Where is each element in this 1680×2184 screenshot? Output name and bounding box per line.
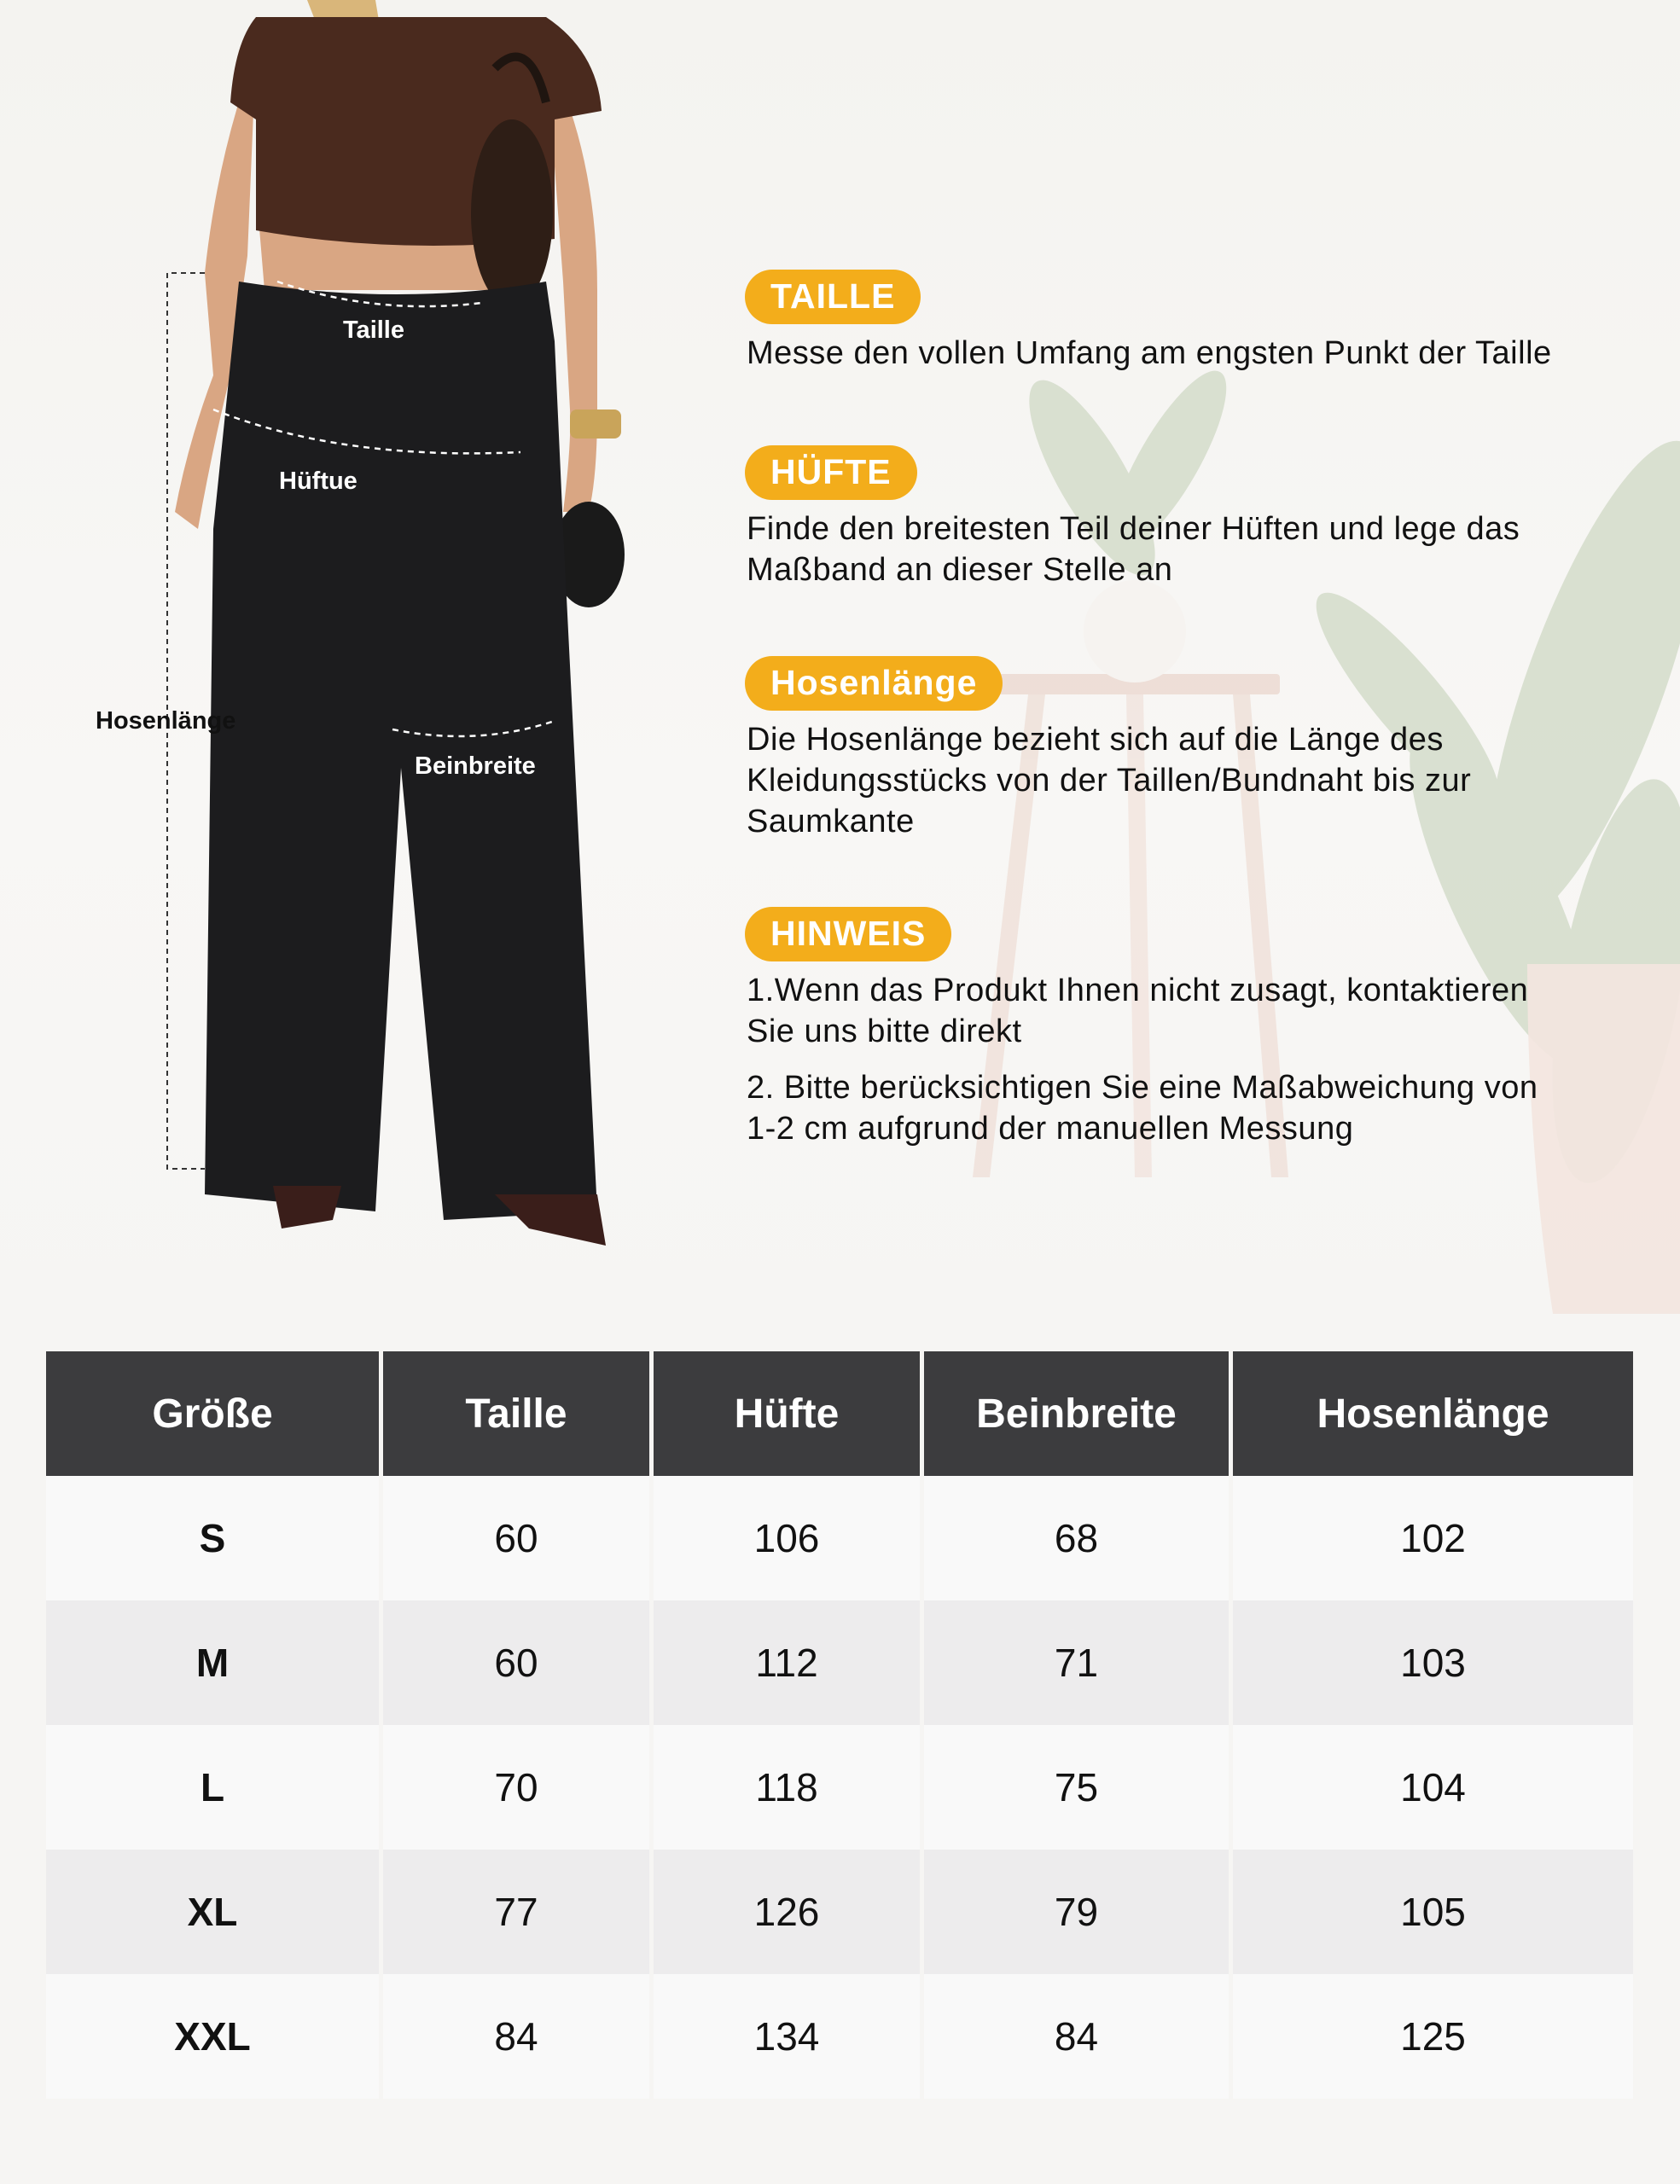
info-hip — [745, 445, 1649, 590]
handbag — [471, 119, 553, 307]
cell-leg-width: 79 — [924, 1850, 1229, 1974]
header-waist: Taille — [383, 1351, 649, 1476]
table-row — [46, 1476, 1633, 1600]
table-row — [46, 1725, 1633, 1850]
cell-leg-width: 75 — [924, 1725, 1229, 1850]
table-row — [46, 1600, 1633, 1725]
info-waist — [745, 270, 1649, 374]
badge-waist: TAILLE — [745, 270, 921, 324]
cell-waist: 60 — [383, 1476, 649, 1600]
header-length: Hosenlänge — [1233, 1351, 1633, 1476]
hip-label: Hüftue — [279, 468, 358, 495]
info-note-text-1: 1.Wenn das Produkt Ihnen nicht zusagt, kontaktieren Sie uns bitte direkt — [747, 973, 1529, 1049]
cell-length: 125 — [1233, 1974, 1633, 2099]
info-note-text-2: 2. Bitte berücksichtigen Sie eine Maßabweichung von 1-2 cm aufgrund der manuellen Messung — [747, 1070, 1538, 1147]
cell-leg-width: 71 — [924, 1600, 1229, 1725]
bracelet — [570, 410, 621, 439]
cell-waist: 84 — [383, 1974, 649, 2099]
wide-leg-pants — [205, 282, 597, 1220]
header-hip: Hüfte — [654, 1351, 920, 1476]
model-illustration — [0, 0, 648, 1263]
cell-size: XXL — [46, 1974, 379, 2099]
leg-width-label: Beinbreite — [415, 752, 536, 780]
header-size: Größe — [46, 1351, 379, 1476]
cell-hip: 126 — [654, 1850, 920, 1974]
header-leg-width: Beinbreite — [924, 1351, 1229, 1476]
cell-length: 105 — [1233, 1850, 1633, 1974]
shoe-right — [495, 1194, 606, 1246]
table-row — [46, 1974, 1633, 2099]
cell-leg-width: 84 — [924, 1974, 1229, 2099]
cell-length: 104 — [1233, 1725, 1633, 1850]
badge-length: Hosenlänge — [745, 656, 1003, 711]
cell-hip: 112 — [654, 1600, 920, 1725]
cell-hip: 106 — [654, 1476, 920, 1600]
cell-length: 103 — [1233, 1600, 1633, 1725]
cell-hip: 118 — [654, 1725, 920, 1850]
cell-size: L — [46, 1725, 379, 1850]
cell-leg-width: 68 — [924, 1476, 1229, 1600]
cell-length: 102 — [1233, 1476, 1633, 1600]
cell-size: S — [46, 1476, 379, 1600]
table-row — [46, 1850, 1633, 1974]
info-hip-text: Finde den breitesten Teil deiner Hüften und lege das Maßband an dieser Stelle an — [747, 511, 1520, 588]
cell-hip: 134 — [654, 1974, 920, 2099]
size-chart-table — [42, 1351, 1637, 2099]
info-length-text: Die Hosenlänge bezieht sich auf die Länge des Kleidungsstücks von der Taillen/Bundnaht bis zur Saumkante — [747, 722, 1472, 839]
table-header-row — [46, 1351, 1633, 1476]
cell-size: XL — [46, 1850, 379, 1974]
shoe-left — [273, 1186, 341, 1228]
info-note — [745, 907, 1649, 1149]
badge-note: HINWEIS — [745, 907, 951, 961]
cell-size: M — [46, 1600, 379, 1725]
cell-waist: 77 — [383, 1850, 649, 1974]
cell-waist: 60 — [383, 1600, 649, 1725]
length-label: Hosenlänge — [96, 707, 236, 735]
cell-waist: 70 — [383, 1725, 649, 1850]
info-length — [745, 656, 1649, 842]
waist-label: Taille — [343, 317, 404, 344]
badge-hip: HÜFTE — [745, 445, 917, 500]
info-waist-text: Messe den vollen Umfang am engsten Punkt der Taille — [747, 335, 1552, 371]
